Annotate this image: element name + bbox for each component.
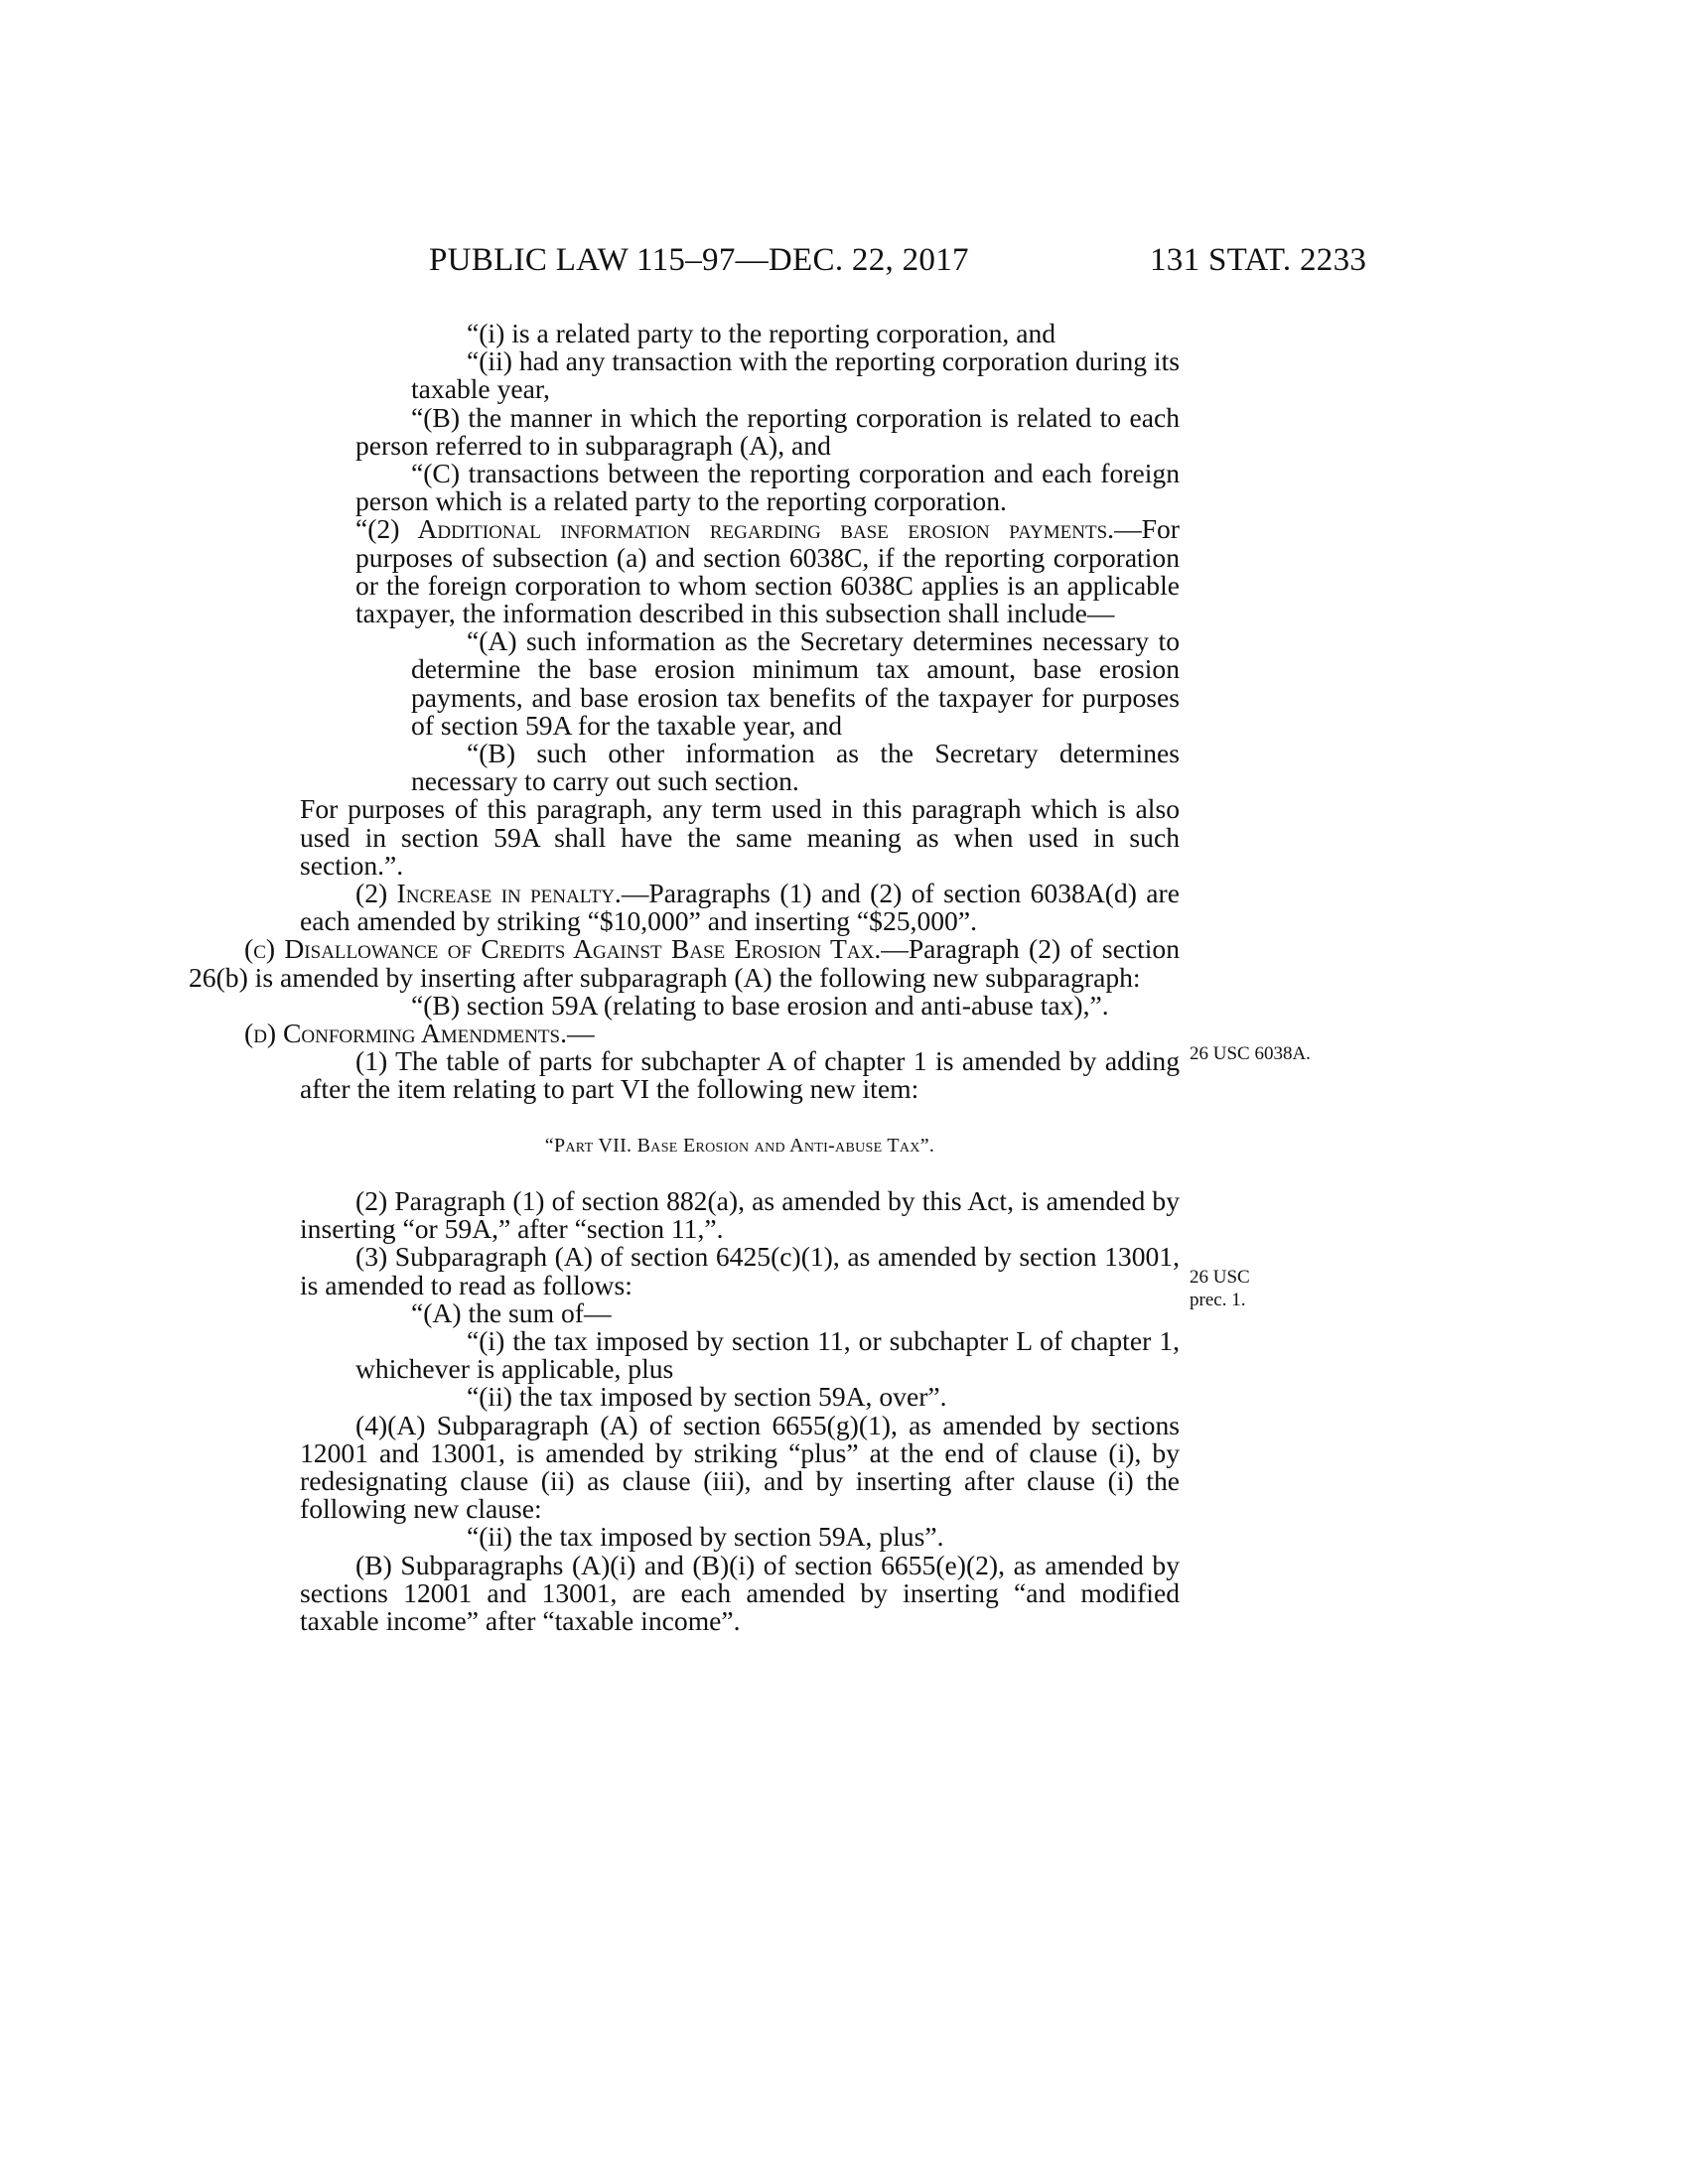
document-body — [189, 318, 1181, 1636]
paragraph-text: —Paragraphs (1) and (2) of section 6038A(d) are each amended by striking “$10,000” and inserting “$25,000”. — [300, 878, 1180, 937]
paragraph-2-increase-in-penalty — [300, 880, 1180, 935]
subparagraph-c: “(C) transactions between the reporting corporation and each foreign person which is a related party to the reporting corporation. — [355, 458, 1180, 517]
new-table-item: “Part VII. Base Erosion and Anti-abuse Tax”. — [544, 1134, 935, 1157]
flush-paragraph: For purposes of this paragraph, any term used in this paragraph which is also used in section 59A shall have the same meaning as when used in such section.”. — [300, 793, 1180, 881]
subsection-heading: (d) Conforming Amendments. — [244, 1018, 568, 1049]
subparagraph-b-other-information: “(B) such other information as the Secretary determines necessary to carry out such section. — [411, 738, 1180, 797]
page-title: PUBLIC LAW 115–97—DEC. 22, 2017 — [429, 242, 969, 278]
clause-i: “(i) is a related party to the reporting corporation, and — [467, 318, 1056, 348]
margin-note-text: 26 USC 6038A. — [1190, 1043, 1311, 1064]
stat-page-number: 131 STAT. 2233 — [1150, 242, 1367, 278]
quoted-new-clause-ii: “(ii) the tax imposed by section 59A, plus”. — [467, 1521, 944, 1553]
subsection-text: — — [567, 1018, 595, 1049]
quoted-clause-i: “(i) the tax imposed by section 11, or subchapter L of chapter 1, whichever is applicable, plus — [355, 1324, 1180, 1385]
paragraph-heading: (2) Increase in penalty. — [355, 878, 622, 909]
subsection-heading: (c) Disallowance of Credits Against Base Erosion Tax. — [244, 933, 882, 965]
subsection-d — [244, 1020, 1180, 1047]
subsection-text: —Paragraph (2) of section 26(b) is amended by inserting after subparagraph (A) the following new subparagraph: — [189, 933, 1180, 993]
page-header — [0, 242, 1688, 292]
conforming-paragraph-4a: (4)(A) Subparagraph (A) of section 6655(g)(1), as amended by sections 12001 and 13001, is amended by striking “plus” at the end of clause (i), by redesignating clause (ii) as clause (iii), and by inserting after clause (i) the following new clause: — [300, 1409, 1180, 1525]
clause-ii: “(ii) had any transaction with the reporting corporation during its taxable year, — [411, 345, 1181, 405]
paragraph-text: —For purposes of subsection (a) and section 6038C, if the reporting corporation or the foreign corporation to whom section 6038C applies is an applicable taxpayer, the information described in this subsection shall include— — [355, 513, 1180, 629]
margin-note-line: 26 USC — [1190, 1267, 1250, 1288]
quoted-subparagraph-a: “(A) the sum of— — [411, 1297, 612, 1328]
conforming-paragraph-4b: (B) Subparagraphs (A)(i) and (B)(i) of section 6655(e)(2), as amended by sections 12001 and 13001, are each amended by inserting “and modified taxable income” after “taxable income”. — [300, 1549, 1180, 1636]
paragraph-2-additional-information — [300, 515, 1180, 627]
conforming-paragraph-2: (2) Paragraph (1) of section 882(a), as amended by this Act, is amended by inserting “or 59A,” after “section 11,”. — [300, 1184, 1180, 1245]
quoted-subparagraph-b: “(B) section 59A (relating to base erosion and anti-abuse tax),”. — [411, 989, 1109, 1021]
margin-note-usc-6038a — [1190, 1042, 1311, 1065]
conforming-paragraph-1: (1) The table of parts for subchapter A of chapter 1 is amended by adding after the item relating to part VI the following new item: — [300, 1045, 1180, 1105]
margin-note-line: prec. 1. — [1190, 1290, 1246, 1310]
subparagraph-a-information: “(A) such information as the Secretary determines necessary to determine the base erosion minimum tax amount, base erosion payments, and base erosion tax benefits of the taxpayer for purposes of section 59A for the taxable year, and — [411, 625, 1180, 741]
quoted-clause-ii: “(ii) the tax imposed by section 59A, over”. — [467, 1381, 947, 1413]
paragraph-heading: “(2) Additional information regarding base erosion payments. — [355, 513, 1115, 545]
subsection-c — [189, 935, 1180, 991]
margin-note-usc-prec-1 — [1190, 1266, 1250, 1311]
subparagraph-b: “(B) the manner in which the reporting corporation is related to each person referred to in subparagraph (A), and — [355, 401, 1180, 461]
conforming-paragraph-3: (3) Subparagraph (A) of section 6425(c)(1), as amended by section 13001, is amended to read as follows: — [300, 1241, 1180, 1300]
